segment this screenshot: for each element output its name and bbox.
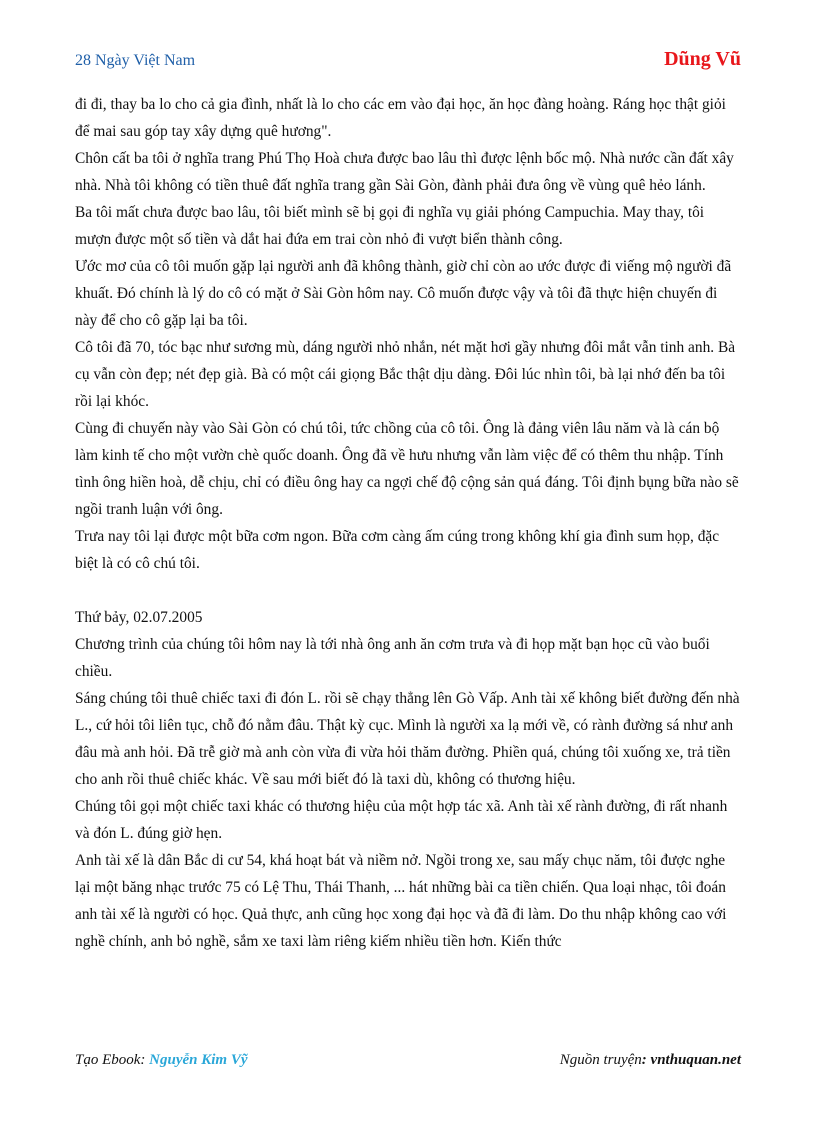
ebook-credit	[75, 1052, 248, 1069]
paragraph: Cô tôi đã 70, tóc bạc như sương mù, dáng người nhỏ nhắn, nét mặt hơi gầy nhưng đôi mắt vẫn tinh anh. Bà cụ vẫn còn đẹp; nét đẹp già. Bà có một cái giọng Bắc thật dịu dàng. Đôi lúc nhìn tôi, bà lại nhớ đến ba tôi rồi lại khóc.	[75, 339, 736, 410]
paragraph: đi đi, thay ba lo cho cả gia đình, nhất là lo cho các em vào đại học, ăn học đàng hoàng. Ráng học thật giỏi để mai sau góp tay xây dựng quê hương".	[75, 96, 726, 140]
page-footer	[75, 1052, 741, 1076]
paragraph: Chôn cất ba tôi ở nghĩa trang Phú Thọ Hoà chưa được bao lâu thì được lệnh bốc mộ. Nhà nước cần đất xây nhà. Nhà tôi không có tiền thuê đất nghĩa trang gần Sài Gòn, đành phải đưa ông về vùng quê hẻo lánh.	[75, 150, 734, 194]
paragraph-spacer	[75, 577, 743, 604]
source-label: Nguồn truyện	[559, 1052, 642, 1068]
paragraph: Anh tài xế là dân Bắc di cư 54, khá hoạt bát và niềm nở. Ngồi trong xe, sau mấy chục năm, tôi được nghe lại một băng nhạc trước 75 có Lệ Thu, Thái Thanh, ... hát những bài ca tiền chiến. Qua loại nhạc, tôi đoán anh tài xế là người có học. Quả thực, anh cũng học xong đại học và đã đi làm. Do thu nhập không cao với nghề chính, anh bỏ nghề, sắm xe taxi làm riêng kiếm nhiều tiền hơn. Kiến thức	[75, 852, 727, 950]
source-site: vnthuquan.net	[650, 1052, 741, 1068]
ebook-label: Tạo Ebook	[75, 1052, 141, 1068]
paragraph: Chương trình của chúng tôi hôm nay là tới nhà ông anh ăn cơm trưa và đi họp mặt bạn học cũ vào buổi chiều.	[75, 636, 710, 680]
page-body	[75, 91, 743, 955]
paragraph: Sáng chúng tôi thuê chiếc taxi đi đón L. rồi sẽ chạy thẳng lên Gò Vấp. Anh tài xế không biết đường đến nhà L., cứ hỏi tôi liên tục, chỗ đó nằm đâu. Thật kỳ cục. Mình là người xa lạ mới về, có rành đường sá như anh đâu mà anh hỏi. Đã trễ giờ mà anh còn vừa đi vừa hỏi thăm đường. Phiền quá, chúng tôi xuống xe, trả tiền cho anh rồi thuê chiếc khác. Về sau mới biết đó là taxi dù, không có thương hiệu.	[75, 690, 740, 788]
source-separator: :	[641, 1052, 651, 1068]
paragraph: Cùng đi chuyến này vào Sài Gòn có chú tôi, tức chồng của cô tôi. Ông là đảng viên lâu năm và là cán bộ làm kinh tế cho một vườn chè quốc doanh. Ông đã về hưu nhưng vẫn làm việc để có thêm thu nhập. Tính tình ông hiền hoà, dễ chịu, chỉ có điều ông hay ca ngợi chế độ cộng sản quá đáng. Tôi định bụng bữa nào sẽ ngồi tranh luận với ông.	[75, 420, 739, 518]
paragraph: Trưa nay tôi lại được một bữa cơm ngon. Bữa cơm càng ấm cúng trong không khí gia đình sum họp, đặc biệt là có cô chú tôi.	[75, 528, 720, 572]
ebook-creator-name: Nguyễn Kim Vỹ	[149, 1052, 248, 1068]
page-header	[75, 48, 741, 78]
paragraph: Ba tôi mất chưa được bao lâu, tôi biết mình sẽ bị gọi đi nghĩa vụ giải phóng Campuchia. May thay, tôi mượn được một số tiền và dắt hai đứa em trai còn nhỏ đi vượt biển thành công.	[75, 204, 705, 248]
paragraph: Chúng tôi gọi một chiếc taxi khác có thương hiệu của một hợp tác xã. Anh tài xế rành đường, đi rất nhanh và đón L. đúng giờ hẹn.	[75, 798, 728, 842]
paragraph: Ước mơ của cô tôi muốn gặp lại người anh đã không thành, giờ chỉ còn ao ước được đi viếng mộ người đã khuất. Đó chính là lý do cô có mặt ở Sài Gòn hôm nay. Cô muốn được vậy và tôi đã thực hiện chuyến đi này để cho cô gặp lại ba tôi.	[75, 258, 732, 329]
author-name: Dũng Vũ	[664, 48, 741, 70]
book-title: 28 Ngày Việt Nam	[75, 52, 196, 69]
date-heading: Thứ bảy, 02.07.2005	[75, 609, 203, 626]
source-credit	[560, 1052, 741, 1069]
ebook-separator: :	[140, 1052, 150, 1068]
